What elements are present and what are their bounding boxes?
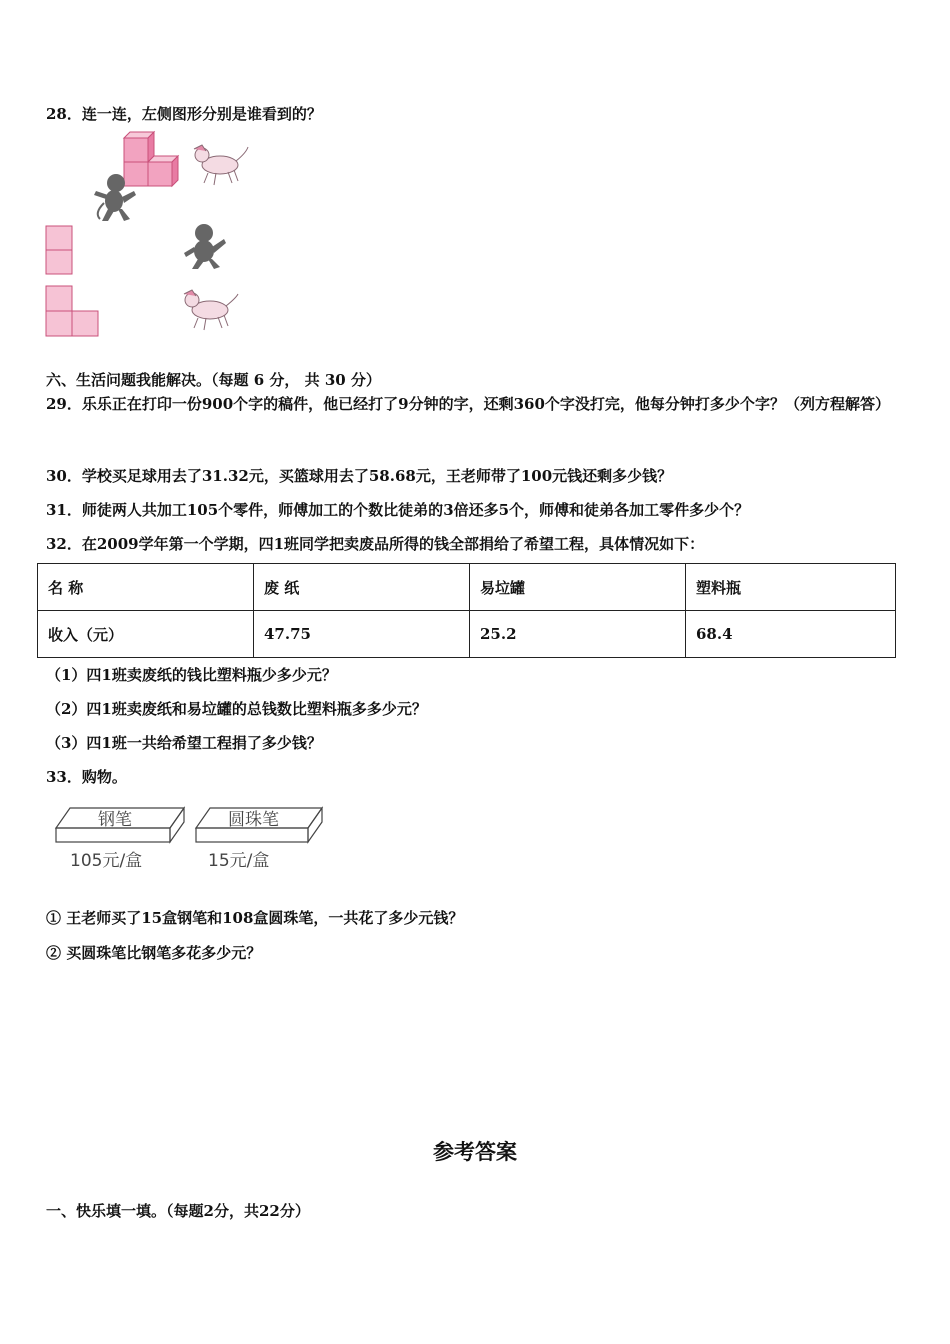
option-l-shape [46, 286, 98, 336]
q33-sub2: ② 买圆珠笔比钢笔多花多少元？ [46, 944, 262, 962]
q32-sub1: （1）四1班卖废纸的钱比塑料瓶少多少元？ [46, 666, 337, 684]
q32-sub2: （2）四1班卖废纸和易垃罐的总钱数比塑料瓶多多少元？ [46, 700, 427, 718]
cube-stack-icon [124, 132, 178, 186]
table-cell: 废 纸 [254, 564, 470, 611]
box1-label: 钢笔 [98, 810, 132, 830]
box2-label: 圆珠笔 [228, 810, 279, 830]
dog-icon [184, 290, 238, 330]
q32-sub3: （3）四1班一共给希望工程捐了多少钱？ [46, 734, 322, 752]
table-cell: 68.4 [686, 611, 896, 658]
table-row [38, 611, 896, 658]
q32-text: 32．在2009学年第一个学期，四1班同学把卖废品所得的钱全部捐给了希望工程，具体情况如下： [46, 535, 705, 553]
table-cell: 名 称 [38, 564, 254, 611]
section6-heading: 六、生活问题我能解决。（每题 6 分， 共 30 分） [46, 371, 381, 389]
box2-price: 15元/盒 [208, 851, 270, 871]
income-table [37, 563, 896, 658]
q33-figure [50, 802, 340, 874]
answers-title: 参考答案 [433, 1139, 517, 1164]
answers-section1: 一、快乐填一填。（每题2分，共22分） [46, 1202, 310, 1220]
box1-price: 105元/盒 [70, 851, 143, 871]
q30-text: 30．学校买足球用去了31.32元，买篮球用去了58.68元，王老师带了100元钱还剩多少钱？ [46, 467, 673, 485]
table-cell: 易垃罐 [470, 564, 686, 611]
table-cell: 25.2 [470, 611, 686, 658]
dog-icon [194, 145, 248, 185]
q33-sub1: ① 王老师买了15盒钢笔和108盒圆珠笔，一共花了多少元钱？ [46, 909, 464, 927]
q31-text: 31．师徒两人共加工105个零件，师傅加工的个数比徒弟的3倍还多5个，师傅和徒弟各加工零件多少个？ [46, 501, 750, 519]
table-header-row [38, 564, 896, 611]
monkey-icon [184, 224, 226, 269]
q28-text: 28．连一连，左侧图形分别是谁看到的？ [46, 105, 322, 123]
table-cell: 47.75 [254, 611, 470, 658]
q33-text: 33．购物。 [46, 768, 127, 786]
option-two-square-column [46, 226, 72, 274]
q28-figure [40, 128, 260, 343]
table-cell: 收入（元） [38, 611, 254, 658]
table-cell: 塑料瓶 [686, 564, 896, 611]
q29-text: 29．乐乐正在打印一份900个字的稿件，他已经打了9分钟的字，还剩360个字没打完，他每分钟打多少个字？（列方程解答） [46, 395, 890, 413]
